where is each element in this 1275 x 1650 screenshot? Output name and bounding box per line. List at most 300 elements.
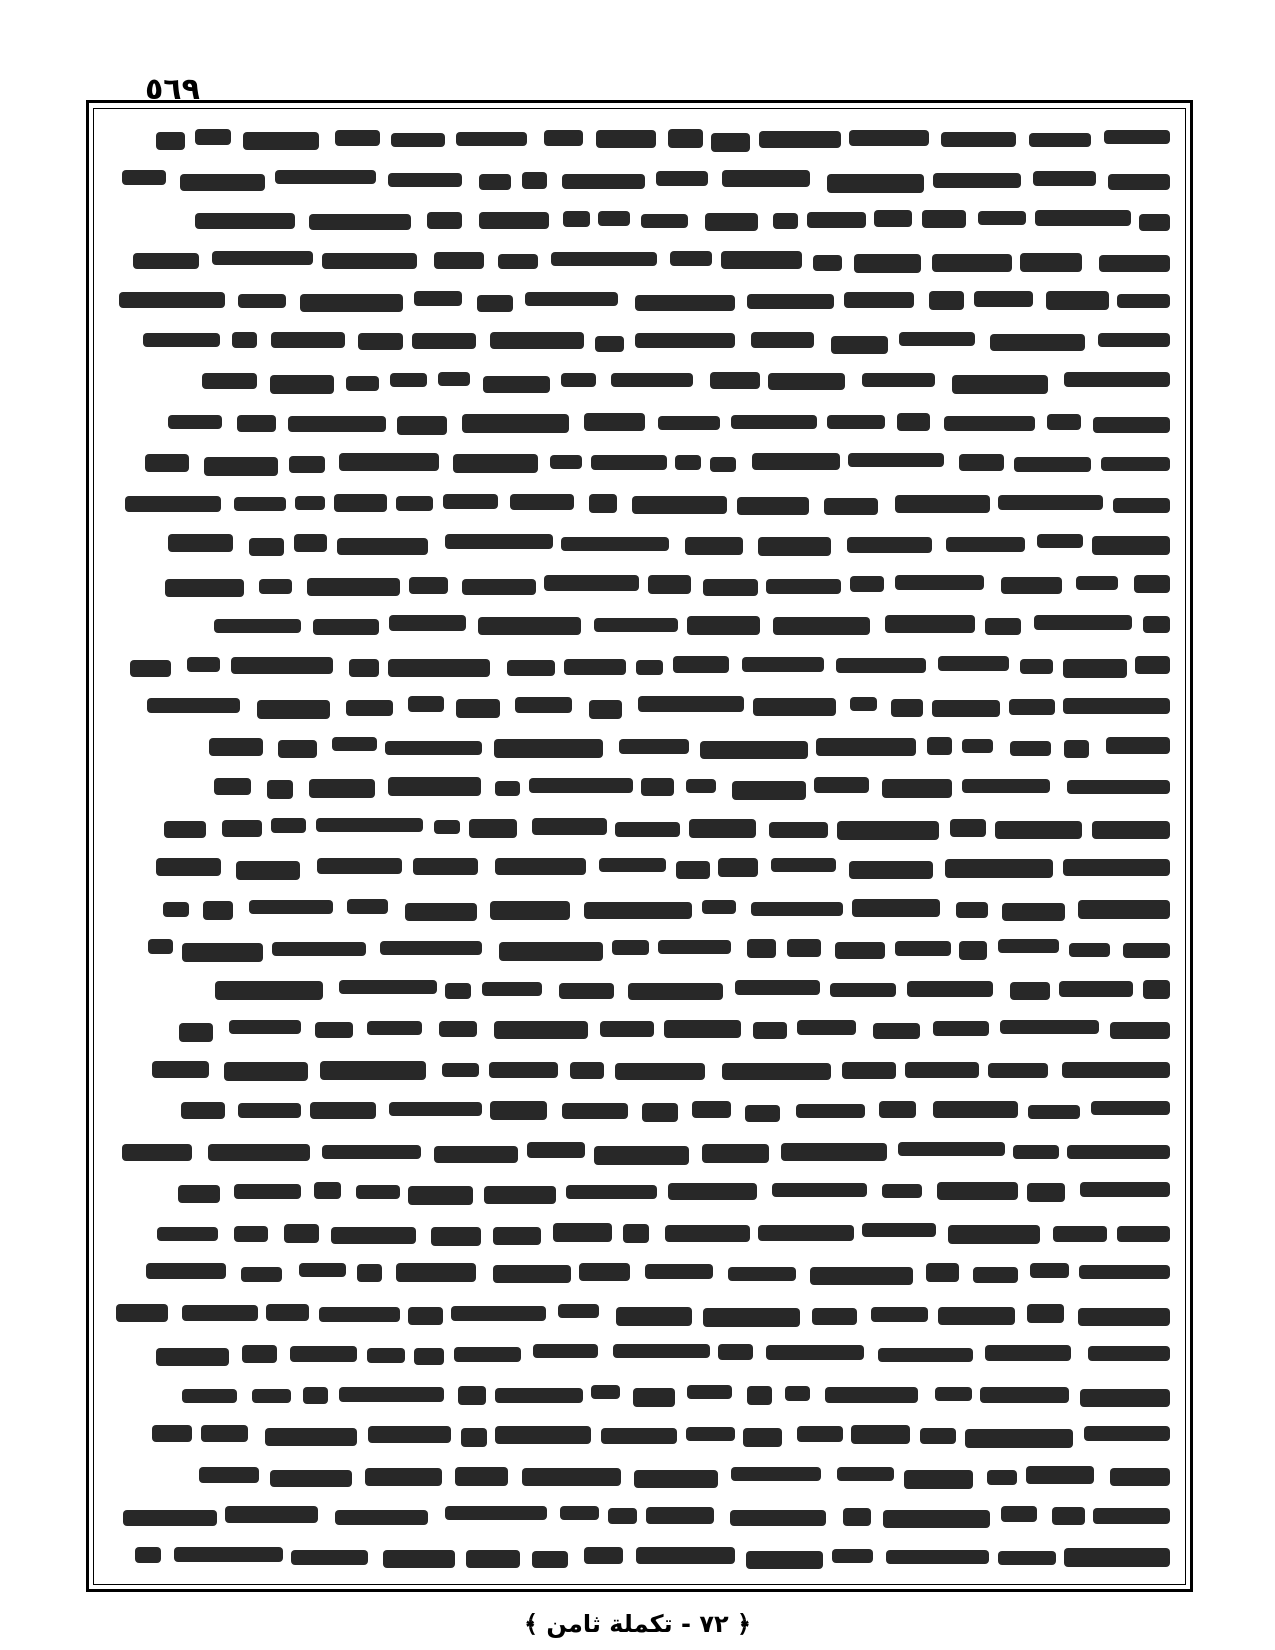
text-word	[495, 781, 520, 796]
text-word	[165, 579, 244, 597]
text-word	[1001, 1506, 1037, 1522]
text-word	[130, 660, 171, 677]
text-word	[732, 781, 806, 800]
text-word	[214, 778, 251, 795]
text-word	[466, 1550, 520, 1568]
text-word	[493, 1265, 571, 1283]
text-word	[125, 496, 221, 512]
text-word	[339, 453, 439, 471]
text-word	[633, 1388, 675, 1407]
text-word	[927, 737, 952, 755]
text-word	[1117, 294, 1170, 308]
text-word	[813, 255, 842, 271]
text-word	[595, 336, 624, 352]
text-word	[365, 1468, 442, 1486]
text-word	[616, 1307, 692, 1326]
text-word	[438, 372, 470, 386]
text-word	[944, 416, 1035, 431]
text-word	[182, 943, 263, 962]
text-word	[747, 294, 834, 309]
text-word	[885, 615, 975, 633]
text-word	[408, 696, 444, 712]
text-word	[594, 1146, 689, 1165]
text-word	[479, 212, 549, 229]
text-line	[110, 1252, 1170, 1293]
text-word	[234, 1226, 268, 1242]
text-word	[434, 252, 484, 269]
text-word	[812, 1308, 857, 1325]
text-word	[367, 1348, 405, 1363]
text-word	[824, 498, 878, 515]
text-word	[215, 981, 323, 1000]
text-word	[1093, 417, 1170, 433]
text-word	[201, 1425, 248, 1442]
text-word	[589, 700, 622, 719]
text-word	[1028, 1105, 1080, 1119]
text-word	[773, 617, 870, 635]
text-word	[187, 657, 220, 672]
text-word	[1063, 659, 1127, 678]
text-word	[356, 1185, 400, 1199]
text-word	[168, 534, 233, 552]
text-word	[897, 413, 930, 431]
text-word	[123, 1510, 217, 1526]
text-word	[658, 940, 731, 954]
text-word	[599, 858, 666, 872]
text-word	[862, 1223, 936, 1237]
text-word	[337, 538, 428, 555]
text-line	[110, 361, 1170, 402]
text-word	[413, 858, 478, 875]
text-word	[456, 132, 527, 146]
text-line	[110, 645, 1170, 686]
text-word	[1030, 1263, 1069, 1278]
text-word	[613, 1344, 710, 1358]
text-word	[850, 697, 877, 711]
text-word	[180, 174, 265, 191]
text-word	[157, 1227, 218, 1241]
text-word	[781, 1143, 887, 1161]
text-word	[796, 1104, 865, 1118]
text-line	[110, 888, 1170, 929]
text-word	[431, 1227, 481, 1246]
text-line	[110, 240, 1170, 281]
text-word	[842, 1062, 896, 1079]
text-word	[1010, 741, 1051, 756]
text-word	[1009, 699, 1055, 715]
text-word	[668, 129, 703, 148]
text-word	[632, 496, 727, 514]
text-word	[746, 1551, 823, 1569]
text-word	[332, 737, 377, 751]
text-word	[1084, 1426, 1170, 1441]
text-word	[814, 777, 869, 793]
text-word	[985, 618, 1021, 635]
text-word	[289, 456, 325, 473]
text-word	[310, 1102, 376, 1119]
text-word	[300, 294, 403, 312]
text-line	[110, 1374, 1170, 1415]
text-word	[331, 1227, 416, 1244]
text-line	[110, 483, 1170, 524]
text-word	[758, 1225, 854, 1241]
text-word	[702, 900, 736, 914]
text-word	[641, 214, 688, 228]
text-word	[636, 660, 663, 675]
text-word	[515, 697, 572, 713]
text-word	[388, 777, 481, 796]
text-word	[594, 618, 678, 632]
text-word	[270, 1470, 352, 1487]
text-word	[265, 1428, 357, 1446]
text-line	[110, 969, 1170, 1010]
text-word	[591, 1385, 620, 1399]
text-word	[668, 1183, 757, 1200]
text-word	[1143, 616, 1170, 633]
text-word	[687, 1385, 732, 1399]
text-word	[143, 333, 220, 347]
text-word	[830, 983, 896, 997]
text-word	[743, 1428, 782, 1447]
text-word	[458, 1386, 486, 1405]
text-word	[1078, 1308, 1170, 1326]
text-word	[156, 1348, 229, 1366]
text-word	[710, 457, 736, 472]
text-word	[566, 1185, 657, 1199]
text-word	[252, 1389, 291, 1403]
text-word	[339, 980, 437, 994]
text-word	[932, 254, 1012, 272]
text-word	[847, 537, 932, 553]
text-line	[110, 847, 1170, 888]
text-word	[241, 1267, 282, 1282]
text-line	[110, 118, 1170, 159]
text-line	[110, 766, 1170, 807]
text-word	[498, 254, 538, 269]
text-word	[1110, 1022, 1170, 1039]
text-word	[181, 1102, 225, 1119]
text-word	[495, 1388, 583, 1403]
text-word	[1099, 255, 1170, 272]
text-word	[562, 174, 645, 189]
text-word	[852, 899, 940, 917]
text-line	[110, 928, 1170, 969]
text-word	[1033, 171, 1096, 186]
text-word	[634, 1470, 718, 1488]
text-word	[1080, 1182, 1170, 1197]
text-word	[1067, 1145, 1170, 1159]
text-word	[147, 698, 240, 713]
text-line	[110, 159, 1170, 200]
text-word	[1020, 659, 1053, 674]
text-word	[368, 1426, 451, 1443]
text-word	[718, 1344, 753, 1360]
text-word	[641, 778, 674, 796]
text-word	[553, 1223, 612, 1242]
text-word	[408, 1307, 443, 1325]
text-word	[490, 332, 584, 349]
text-word	[1092, 821, 1170, 839]
text-word	[533, 1344, 598, 1358]
text-word	[385, 741, 482, 755]
text-word	[673, 656, 729, 673]
text-word	[490, 1101, 547, 1120]
text-word	[224, 1062, 308, 1081]
text-word	[270, 375, 334, 394]
text-word	[753, 1022, 787, 1039]
text-word	[615, 822, 680, 837]
text-word	[179, 1023, 213, 1042]
text-word	[873, 1023, 920, 1039]
text-word	[623, 1224, 649, 1243]
text-word	[482, 982, 542, 996]
text-word	[309, 779, 375, 798]
text-word	[882, 779, 952, 798]
text-line	[110, 1171, 1170, 1212]
text-word	[284, 1224, 319, 1243]
text-word	[477, 295, 513, 312]
text-word	[455, 1467, 508, 1486]
text-word	[642, 1103, 678, 1122]
text-word	[383, 1550, 455, 1568]
text-line	[110, 604, 1170, 645]
text-word	[442, 1063, 479, 1077]
text-word	[584, 413, 645, 431]
text-word	[234, 497, 286, 511]
text-word	[664, 1020, 741, 1038]
text-word	[589, 494, 617, 513]
text-word	[1035, 210, 1131, 226]
text-word	[489, 1062, 558, 1078]
text-word	[562, 1103, 628, 1119]
text-word	[945, 859, 1053, 878]
text-line	[110, 442, 1170, 483]
text-word	[295, 496, 325, 510]
text-line	[110, 1414, 1170, 1455]
text-word	[484, 1186, 556, 1204]
text-word	[208, 1144, 310, 1161]
text-word	[827, 174, 924, 193]
text-word	[703, 579, 758, 596]
text-word	[1139, 214, 1170, 231]
text-word	[611, 373, 693, 387]
text-word	[1026, 1466, 1094, 1484]
text-line	[110, 1293, 1170, 1334]
text-word	[1027, 1183, 1065, 1202]
text-word	[462, 579, 536, 595]
text-word	[1063, 859, 1170, 876]
text-word	[850, 576, 884, 592]
text-word	[600, 1021, 654, 1037]
text-word	[561, 537, 669, 551]
text-word	[1013, 1145, 1059, 1159]
text-word	[1062, 1062, 1170, 1078]
text-word	[635, 333, 735, 348]
text-word	[646, 1507, 714, 1524]
text-word	[1104, 130, 1170, 144]
text-word	[879, 1101, 916, 1118]
text-word	[389, 1102, 482, 1116]
text-word	[307, 578, 400, 596]
text-word	[319, 1307, 400, 1322]
text-word	[849, 130, 929, 146]
text-word	[797, 1020, 856, 1035]
text-word	[1014, 457, 1091, 472]
text-word	[135, 1547, 161, 1563]
footer-signature: ﴿ ٧٢ - تكملة ثامن ﴾	[523, 1610, 752, 1638]
text-word	[827, 415, 885, 429]
text-word	[532, 1551, 568, 1568]
text-word	[891, 699, 923, 717]
text-line	[110, 321, 1170, 362]
text-word	[236, 861, 300, 880]
text-word	[427, 212, 462, 229]
text-word	[434, 1146, 518, 1163]
text-word	[1059, 981, 1133, 997]
text-word	[591, 455, 667, 470]
text-word	[494, 1021, 588, 1039]
text-word	[1110, 1468, 1170, 1486]
text-word	[522, 1468, 621, 1486]
text-word	[837, 821, 939, 840]
text-word	[1113, 498, 1170, 513]
text-word	[882, 1184, 922, 1198]
text-word	[711, 133, 750, 152]
text-word	[825, 1387, 918, 1403]
text-word	[445, 534, 553, 549]
text-word	[146, 1263, 226, 1279]
page-number: ٥٦٩	[145, 72, 200, 107]
text-word	[747, 939, 776, 958]
text-word	[837, 1467, 894, 1481]
text-word	[266, 1304, 309, 1321]
text-word	[414, 291, 462, 306]
text-word	[787, 939, 821, 957]
text-word	[204, 457, 278, 476]
text-word	[396, 1263, 476, 1282]
text-word	[249, 900, 333, 914]
text-line	[110, 1131, 1170, 1172]
text-word	[956, 902, 988, 918]
text-word	[848, 453, 944, 467]
text-word	[461, 1428, 487, 1447]
text-line	[110, 564, 1170, 605]
text-word	[705, 213, 758, 231]
text-word	[1088, 1346, 1170, 1361]
text-word	[1010, 982, 1050, 1000]
text-line	[110, 807, 1170, 848]
text-word	[267, 780, 293, 799]
text-word	[998, 1551, 1056, 1565]
text-word	[862, 373, 935, 387]
text-line	[110, 1576, 1170, 1578]
text-word	[232, 332, 257, 348]
text-word	[272, 942, 366, 956]
text-word	[199, 1467, 259, 1483]
text-word	[687, 616, 760, 635]
text-word	[598, 211, 630, 226]
text-word	[1101, 457, 1170, 471]
text-word	[980, 1387, 1069, 1403]
text-word	[168, 415, 222, 429]
text-word	[1064, 372, 1170, 387]
text-word	[225, 1506, 318, 1523]
text-word	[998, 495, 1103, 510]
text-word	[1037, 534, 1083, 548]
text-word	[510, 494, 574, 510]
text-word	[871, 1307, 928, 1322]
text-word	[686, 1427, 735, 1441]
text-word	[758, 537, 831, 556]
text-word	[560, 1506, 599, 1520]
text-word	[290, 1346, 357, 1362]
text-word	[751, 902, 843, 916]
text-word	[288, 416, 386, 432]
text-word	[973, 1267, 1018, 1283]
text-word	[933, 173, 1021, 188]
text-word	[878, 1348, 973, 1362]
text-word	[895, 495, 990, 513]
text-word	[202, 373, 257, 389]
text-word	[990, 334, 1085, 351]
text-word	[962, 779, 1050, 793]
text-word	[601, 1428, 677, 1444]
text-word	[615, 1063, 705, 1080]
text-word	[405, 903, 477, 921]
text-word	[1000, 1020, 1099, 1034]
text-line	[110, 280, 1170, 321]
text-word	[237, 415, 276, 432]
text-word	[797, 1426, 843, 1442]
text-word	[559, 983, 614, 999]
text-line	[110, 1212, 1170, 1253]
text-word	[648, 575, 691, 594]
text-word	[1052, 1507, 1085, 1525]
text-word	[938, 1307, 1015, 1325]
text-word	[1134, 575, 1170, 593]
text-word	[346, 376, 379, 391]
text-word	[965, 1429, 1073, 1448]
text-word	[335, 1510, 428, 1525]
text-word	[271, 332, 345, 348]
text-word	[851, 1425, 910, 1444]
text-word	[563, 211, 590, 227]
text-word	[152, 1061, 209, 1078]
text-word	[686, 779, 716, 793]
text-word	[1063, 698, 1170, 714]
text-word	[483, 376, 550, 393]
text-word	[766, 579, 841, 594]
text-line	[110, 1050, 1170, 1091]
text-word	[299, 1263, 346, 1277]
text-word	[156, 132, 185, 150]
text-word	[257, 700, 330, 719]
text-word	[898, 1142, 1005, 1156]
text-word	[721, 251, 802, 269]
text-word	[195, 213, 295, 229]
text-word	[1027, 1304, 1064, 1323]
text-word	[445, 983, 471, 999]
text-word	[396, 496, 433, 511]
text-word	[742, 657, 824, 672]
text-word	[390, 373, 427, 387]
text-word	[1098, 333, 1170, 347]
text-word	[570, 1062, 604, 1079]
text-line	[110, 1090, 1170, 1131]
text-word	[243, 132, 319, 150]
text-word	[367, 1021, 422, 1035]
text-word	[1034, 615, 1132, 630]
